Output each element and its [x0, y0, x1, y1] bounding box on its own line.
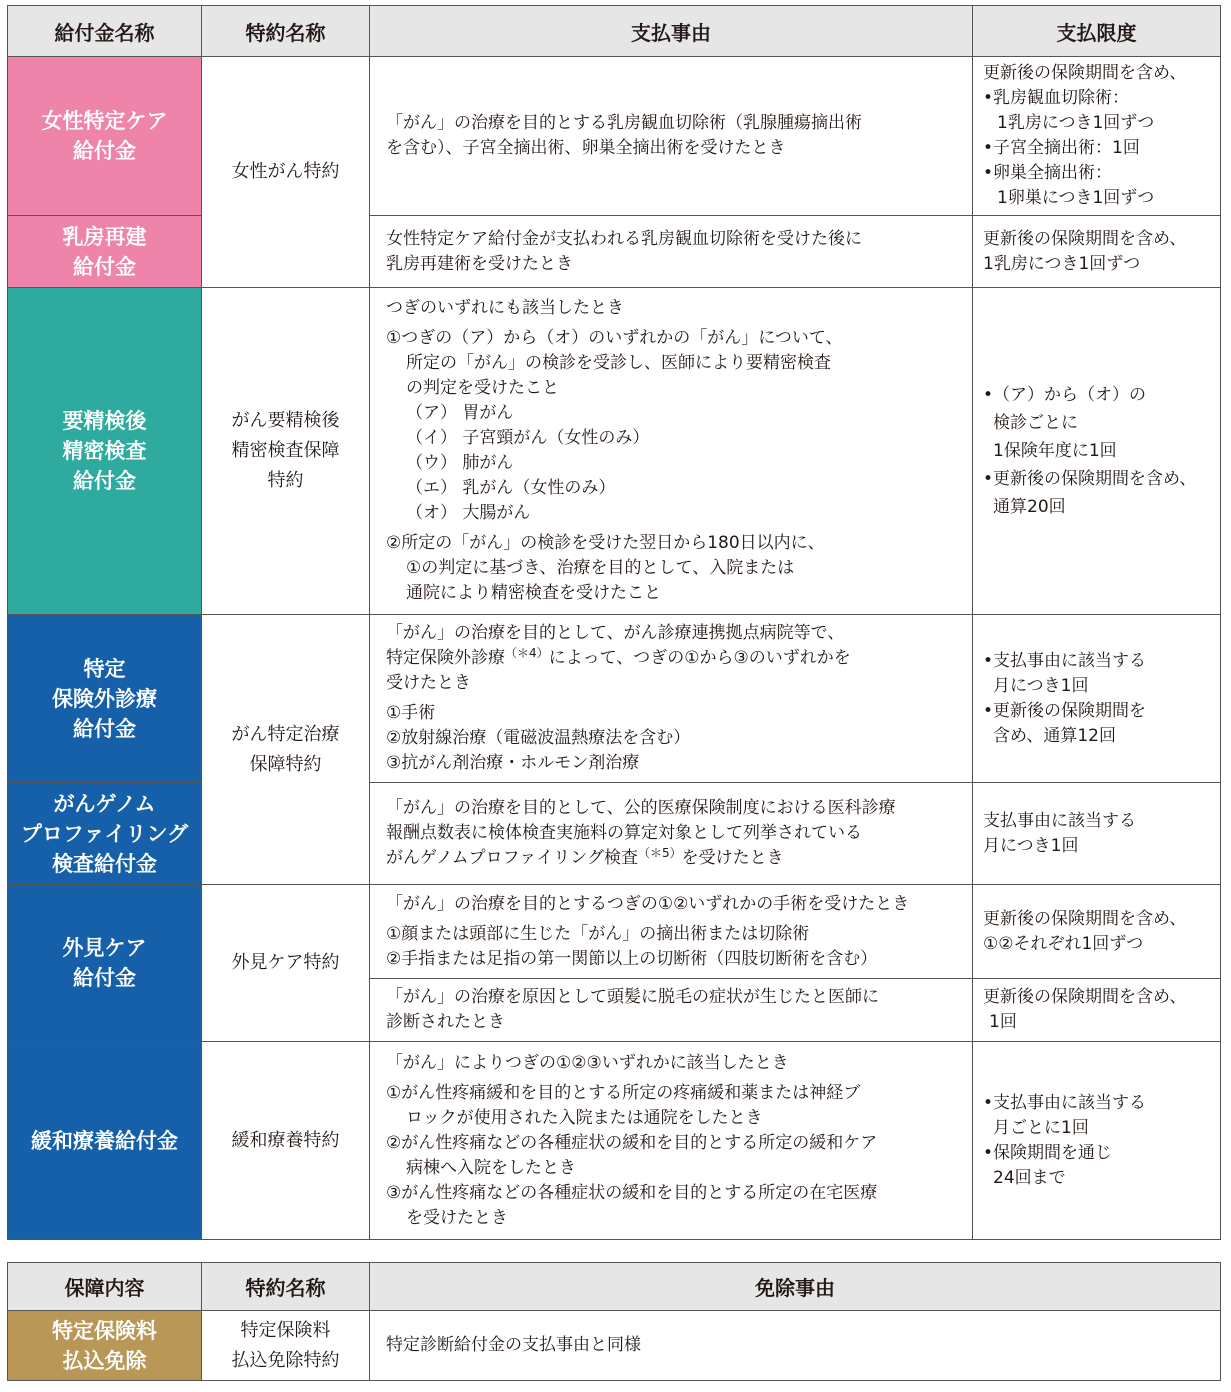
payment-cause: 「がん」によりつぎの①②③いずれかに該当したとき ①がん性疼痛緩和を目的とする所定の疼痛緩和薬または神経ブ ロックが使用された入院または通院をしたとき ②がん性疼痛などの各種症状の緩和を目的とする所定の緩和ケア 病棟へ入院をしたとき ③がん性疼痛などの各種症状の緩和を目的とする所定の在宅医療 を受けたとき: [370, 1042, 973, 1240]
waiver-cause: 特定診断給付金の支払事由と同様: [370, 1311, 1221, 1381]
table-row: [8, 885, 1221, 979]
payment-cause: 「がん」の治療を目的とするつぎの①②いずれかの手術を受けたとき ①顔または頭部に生じた「がん」の摘出術または切除術 ②手指または足指の第一関節以上の切断術（四肢切断術を含む）: [370, 885, 973, 979]
footnote-ref-4: （＊4）: [505, 646, 549, 660]
benefit-name-special-uninsured-care: 特定 保険外診療 給付金: [8, 615, 202, 783]
premium-waiver-table: [7, 1262, 1221, 1381]
rider-name-appearance-care: 外見ケア特約: [202, 885, 370, 1042]
payment-limit: 更新後の保険期間を含め、 ①②それぞれ1回ずつ: [973, 885, 1221, 979]
payment-cause: 「がん」の治療を目的として、がん診療連携拠点病院等で、 特定保険外診療$^{(*4)}$によって、つぎの①から③のいずれかを 受けたとき ①手術 ②放射線治療（電磁波温熱療法を含む） ③抗がん剤治療・ホルモン剤治療: [370, 615, 973, 783]
header-payment-limit: 支払限度: [973, 6, 1221, 57]
rider-name-female-cancer: 女性がん特約: [202, 57, 370, 288]
table-row: [8, 1311, 1221, 1381]
rider-name-premium-waiver: 特定保険料 払込免除特約: [202, 1311, 370, 1381]
payment-cause: 「がん」の治療を原因として頭髪に脱毛の症状が生じたと医師に 診断されたとき: [370, 979, 973, 1042]
table-row: [8, 216, 1221, 288]
rider-name-detailed-exam: がん要精検後 精密検査保障 特約: [202, 288, 370, 615]
table-row: [8, 1042, 1221, 1240]
header-payment-cause: 支払事由: [370, 6, 973, 57]
payment-limit: 支払事由に該当する 月につき1回: [973, 783, 1221, 885]
table-row: [8, 57, 1221, 216]
header-waiver-cause: 免除事由: [370, 1263, 1221, 1311]
waiver-header-row: [8, 1263, 1221, 1311]
benefit-name-detailed-exam: 要精検後 精密検査 給付金: [8, 288, 202, 615]
benefit-name-genome-profiling: がんゲノム プロファイリング 検査給付金: [8, 783, 202, 885]
payment-limit: •支払事由に該当する 月ごとに1回 •保険期間を通じ 24回まで: [973, 1042, 1221, 1240]
table-row: [8, 288, 1221, 615]
table-row: [8, 615, 1221, 783]
footnote-ref-5: （＊5）: [637, 846, 682, 860]
header-rider-name: 特約名称: [202, 1263, 370, 1311]
rider-name-palliative-care: 緩和療養特約: [202, 1042, 370, 1240]
payment-limit: 更新後の保険期間を含め、 1回: [973, 979, 1221, 1042]
payment-cause: 「がん」の治療を目的とする乳房観血切除術（乳腺腫瘍摘出術 を含む）、子宮全摘出術、卵巣全摘出術を受けたとき: [370, 57, 973, 216]
payment-cause: 「がん」の治療を目的として、公的医療保険制度における医科診療 報酬点数表に検体検査実施料の算定対象として列挙されている がんゲノムプロファイリング検査$^{(*5)}$を受けたとき: [370, 783, 973, 885]
payment-limit: 更新後の保険期間を含め、 1乳房につき1回ずつ: [973, 216, 1221, 288]
payment-limit: 更新後の保険期間を含め、 •乳房観血切除術： 1乳房につき1回ずつ •子宮全摘出術：1回 •卵巣全摘出術： 1卵巣につき1回ずつ: [973, 57, 1221, 216]
benefit-name-palliative-care: 緩和療養給付金: [8, 1042, 202, 1240]
rider-name-special-treatment: がん特定治療 保障特約: [202, 615, 370, 885]
benefits-table: [7, 5, 1221, 1240]
benefit-name-female-care: 女性特定ケア 給付金: [8, 57, 202, 216]
payment-cause: 女性特定ケア給付金が支払われる乳房観血切除術を受けた後に 乳房再建術を受けたとき: [370, 216, 973, 288]
header-rider-name: 特約名称: [202, 6, 370, 57]
header-benefit-name: 給付金名称: [8, 6, 202, 57]
benefits-header-row: [8, 6, 1221, 57]
payment-limit: •支払事由に該当する 月につき1回 •更新後の保険期間を 含め、通算12回: [973, 615, 1221, 783]
header-coverage: 保障内容: [8, 1263, 202, 1311]
benefit-name-appearance-care: 外見ケア 給付金: [8, 885, 202, 1042]
payment-cause: つぎのいずれにも該当したとき ①つぎの（ア）から（オ）のいずれかの「がん」について、 所定の「がん」の検診を受診し、医師により要精密検査 の判定を受けたこと （ア） 胃がん （イ） 子宮頸がん（女性のみ） （ウ） 肺がん （エ） 乳がん（女性のみ） （オ） 大腸がん ②所定の「がん」の検診を受けた翌日から180日以内に、 ①の判定に基づき、治療を目的として、入院または 通院により精密検査を受けたこと: [370, 288, 973, 615]
benefit-name-breast-reconstruction: 乳房再建 給付金: [8, 216, 202, 288]
coverage-name-premium-waiver: 特定保険料 払込免除: [8, 1311, 202, 1381]
table-row: [8, 783, 1221, 885]
payment-limit: •（ア）から（オ）の 検診ごとに 1保険年度に1回 •更新後の保険期間を含め、 通算20回: [973, 288, 1221, 615]
